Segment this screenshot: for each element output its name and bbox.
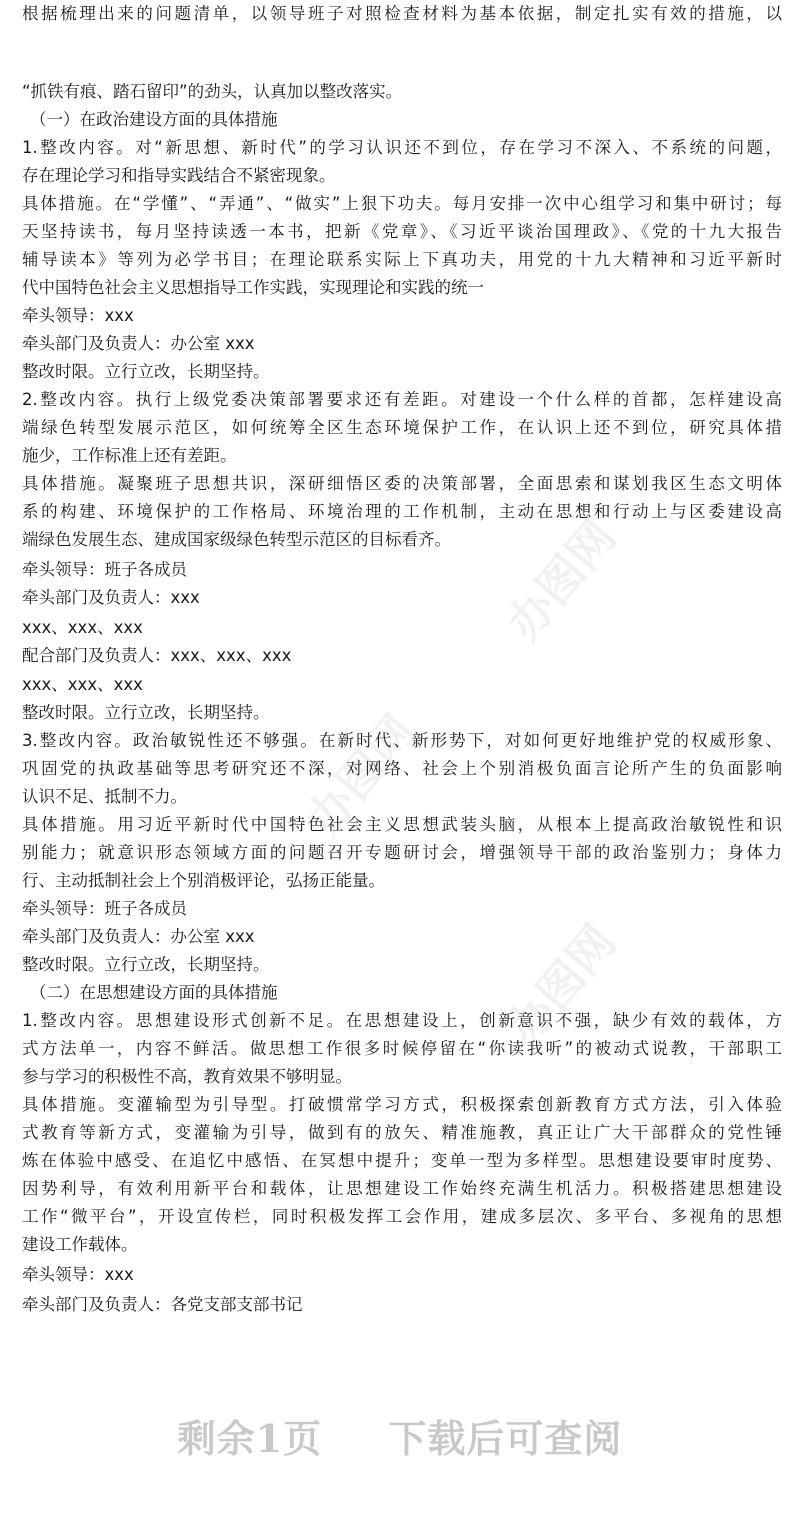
paragraph-line: 辅导读本》等列为必学书目；在理论联系实际上下真功夫，用党的十九大精神和习近平新时 xyxy=(22,250,782,269)
coop-dept-line: 配合部门及负责人：xxx、xxx、xxx xyxy=(22,646,292,665)
remaining-pages-label: 剩余1页 xyxy=(177,1416,323,1461)
lead-dept-line: 牵头部门及负责人：办公室 xxx xyxy=(22,927,255,946)
paragraph-line: 建设工作载体。 xyxy=(22,1235,138,1254)
lead-dept-line: 牵头部门及负责人：xxx xyxy=(22,588,200,607)
watermark: 办图网 xyxy=(496,914,627,1056)
watermark: 办图网 xyxy=(296,704,427,846)
paragraph-line: 具体措施。凝聚班子思想共识，深研细悟区委的决策部署，全面思索和谋划我区生态文明体 xyxy=(22,474,782,493)
paragraph-line: 式方法单一，内容不鲜活。做思想工作很多时候停留在“你读我听”的被动式说教，干部职工 xyxy=(22,1039,782,1058)
lead-dept-line: 牵头部门及负责人：办公室 xxx xyxy=(22,334,255,353)
paragraph-line: 式教育等新方式，变灌输为引导，做到有的放矢、精准施教，真正让广大干部群众的党性锤 xyxy=(22,1123,782,1142)
paragraph-line: 1.整改内容。思想建设形式创新不足。在思想建设上，创新意识不强，缺少有效的载体，方 xyxy=(22,1011,782,1030)
paragraph-line: “抓铁有痕、踏石留印”的劲头，认真加以整改落实。 xyxy=(22,82,403,101)
section-heading: （二）在思想建设方面的具体措施 xyxy=(30,983,278,1002)
paragraph-line: 2.整改内容。执行上级党委决策部署要求还有差距。对建设一个什么样的首都，怎样建设高 xyxy=(22,390,782,409)
paragraph-line: xxx、xxx、xxx xyxy=(22,675,143,694)
paragraph-line: 端绿色发展生态、建成国家级绿色转型示范区的目标看齐。 xyxy=(22,530,451,549)
paragraph-line: 参与学习的积极性不高，教育效果不够明显。 xyxy=(22,1067,352,1086)
paragraph-line: 工作“微平台”，开设宣传栏，同时积极发挥工会作用，建成多层次、多平台、多视角的思想 xyxy=(22,1207,782,1226)
paragraph-line: xxx、xxx、xxx xyxy=(22,618,143,637)
download-to-view-label[interactable]: 下载后可查阅 xyxy=(388,1416,623,1461)
lead-leader-line: 牵头领导：xxx xyxy=(22,306,134,325)
paragraph-line: 端绿色转型发展示范区，如何统筹全区生态环境保护工作，在认识上还不到位，研究具体措 xyxy=(22,418,782,437)
paragraph-line: 施少，工作标准上还有差距。 xyxy=(22,446,237,465)
deadline-line: 整改时限。立行立改，长期坚持。 xyxy=(22,362,270,381)
paragraph-line: 3.整改内容。政治敏锐性还不够强。在新时代、新形势下，对如何更好地维护党的权威形象、 xyxy=(22,731,782,750)
paragraph-line: 代中国特色社会主义思想指导工作实践，实现理论和实践的统一 xyxy=(22,278,484,297)
lead-dept-line: 牵头部门及负责人：各党支部支部书记 xyxy=(22,1295,303,1314)
section-heading: （一）在政治建设方面的具体措施 xyxy=(30,110,278,129)
paragraph-line: 因势利导，有效利用新平台和载体，让思想建设工作始终充满生机活力。积极搭建思想建设 xyxy=(22,1179,782,1198)
download-prompt[interactable] xyxy=(0,1408,800,1463)
paragraph-line: 天坚持读书，每月坚持读透一本书，把新《党章》、《习近平谈治国理政》、《党的十九大报告 xyxy=(22,222,782,241)
paragraph-line: 1.整改内容。对“新思想、新时代”的学习认识还不到位，存在学习不深入、不系统的问题， xyxy=(22,138,782,157)
paragraph-line: 具体措施。在“学懂”、“弄通”、“做实”上狠下功夫。每月安排一次中心组学习和集中研讨；每 xyxy=(22,194,782,213)
paragraph-line: 认识不足、抵制不力。 xyxy=(22,787,187,806)
deadline-line: 整改时限。立行立改，长期坚持。 xyxy=(22,703,270,722)
deadline-line: 整改时限。立行立改，长期坚持。 xyxy=(22,955,270,974)
lead-leader-line: 牵头领导：班子各成员 xyxy=(22,560,187,579)
paragraph-line: 巩固党的执政基础等思考研究还不深，对网络、社会上个别消极负面言论所产生的负面影响 xyxy=(22,759,782,778)
lead-leader-line: 牵头领导：班子各成员 xyxy=(22,899,187,918)
paragraph-line: 炼在体验中感受、在追忆中感悟、在冥想中提升；变单一型为多样型。思想建设要审时度势、 xyxy=(22,1151,782,1170)
paragraph-line: 具体措施。用习近平新时代中国特色社会主义思想武装头脑，从根本上提高政治敏锐性和识 xyxy=(22,815,782,834)
paragraph-line: 系的构建、环境保护的工作格局、环境治理的工作机制，主动在思想和行动上与区委建设高 xyxy=(22,502,782,521)
lead-leader-line: 牵头领导：xxx xyxy=(22,1265,134,1284)
paragraph-line: 别能力；就意识形态领域方面的问题召开专题研讨会，增强领导干部的政治鉴别力；身体力 xyxy=(22,843,782,862)
paragraph-line: 根据梳理出来的问题清单，以领导班子对照检查材料为基本依据，制定扎实有效的措施，以 xyxy=(22,4,782,23)
paragraph-line: 行、主动抵制社会上个别消极评论，弘扬正能量。 xyxy=(22,871,385,890)
paragraph-line: 存在理论学习和指导实践结合不紧密现象。 xyxy=(22,166,336,185)
paragraph-line: 具体措施。变灌输型为引导型。打破惯常学习方式，积极探索创新教育方式方法，引入体验 xyxy=(22,1095,782,1114)
watermark: 办图网 xyxy=(496,509,627,651)
